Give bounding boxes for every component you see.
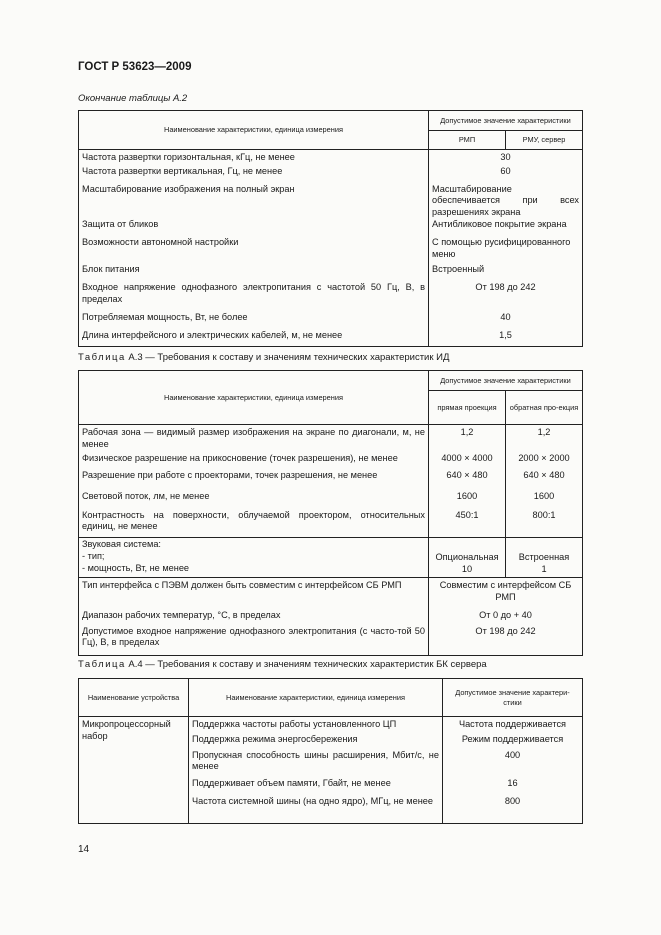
row-name: Световой поток, лм, не менее	[79, 491, 429, 510]
row-direct: 4000 × 4000	[429, 453, 506, 470]
caption-label: Таблица	[78, 659, 126, 670]
sound-power-label: - мощность, Вт, не менее	[82, 562, 190, 573]
caption-text: — Требования к составу и значениям технических характеристик БК сервера	[142, 659, 487, 670]
row-value: Режим поддерживается	[461, 733, 564, 744]
row-reverse: 1600	[533, 490, 555, 501]
row-name: Разрешение при работе с проекторами, точек разрешения, не менее	[79, 470, 429, 491]
table-a4	[78, 678, 583, 824]
table-row	[79, 470, 583, 491]
table-row-sound	[79, 538, 583, 578]
table-a2-caption: Окончание таблицы А.2	[78, 93, 188, 104]
row-value: От 198 до 242	[475, 625, 536, 636]
table-row	[79, 510, 583, 538]
row-direct: 450:1	[429, 510, 506, 538]
row-name: Потребляемая мощность, Вт, не более	[79, 312, 429, 330]
row-name: Возможности автономной настройки	[79, 237, 429, 264]
row-name: Контрастность на поверхности, облучаемой проектором, относительных единиц, не менее	[79, 510, 429, 538]
row-reverse: 1,2	[537, 427, 551, 437]
row-name: Входное напряжение однофазного электропитания с частотой 50 Гц, В, в пределах	[79, 282, 429, 312]
table-a2-col-rmp: РМП	[429, 131, 506, 150]
table-a2-col-rmu: РМУ, сервер	[506, 131, 583, 150]
row-name: Защита от бликов	[79, 219, 429, 237]
table-row	[79, 282, 583, 312]
table-a3-col-name: Наименование характеристики, единица измерения	[79, 371, 429, 425]
table-row	[79, 237, 583, 264]
table-row	[79, 453, 583, 470]
row-name: Физическое разрешение на прикосновение (точек разрешения), не менее	[79, 453, 429, 470]
caption-text: — Требования к составу и значениям технических характеристик ИД	[142, 352, 450, 363]
table-a2	[78, 110, 583, 347]
sound-reverse-type: Встроенная	[518, 552, 570, 563]
table-row	[79, 607, 583, 626]
row-reverse: 640 × 480	[523, 469, 565, 480]
row-value: 1,5	[499, 329, 512, 340]
table-a2-col-value: Допустимое значение характеристики	[429, 111, 583, 131]
row-value: Масштабирование обеспечивается при всех разрешениях экрана	[432, 183, 579, 218]
table-row	[79, 626, 583, 656]
row-name: Тип интерфейса с ПЭВМ должен быть совместим с интерфейсом СБ РМП	[79, 578, 429, 607]
table-a3-col-value: Допустимое значение характеристики	[429, 371, 583, 391]
sound-direct-cell	[429, 538, 506, 578]
row-reverse: 800:1	[532, 509, 556, 520]
row-name: Частота системной шины (на одно ядро), МГц, не менее	[189, 796, 443, 824]
table-a4-col-value: Допустимое значение характери-стики	[443, 679, 583, 717]
row-name: Пропускная способность шины расширения, Мбит/с, не менее	[189, 750, 443, 778]
row-direct: 1600	[429, 491, 506, 510]
row-name: Диапазон рабочих температур, °С, в пределах	[79, 607, 429, 626]
row-name: Поддержка режима энергосбережения	[189, 734, 443, 750]
sound-type-label: - тип;	[82, 550, 105, 561]
table-row	[79, 578, 583, 607]
caption-number: А.4	[125, 659, 143, 670]
device-name: Микропроцессорный набор	[79, 717, 189, 824]
row-value: 800	[504, 795, 521, 806]
sound-direct-power: 10	[461, 564, 473, 575]
row-value: 40	[500, 311, 511, 322]
row-direct: 1,2	[429, 425, 506, 453]
row-name: Частота развертки вертикальная, Гц, не менее	[79, 166, 429, 184]
row-value: 30	[500, 152, 511, 162]
sound-direct-type: Опциональная	[435, 552, 499, 563]
table-row	[79, 264, 583, 282]
row-name: Рабочая зона — видимый размер изображения на экране по диагонали, м, не менее	[79, 425, 429, 453]
sound-reverse-power: 1	[541, 564, 547, 575]
sound-system-cell	[79, 538, 429, 578]
row-name: Масштабирование изображения на полный экран	[79, 184, 429, 219]
sound-reverse-cell	[506, 538, 583, 578]
row-value: Антибликовое покрытие экрана	[432, 218, 567, 229]
table-row	[79, 184, 583, 219]
row-name: Частота развертки горизонтальная, кГц, не менее	[79, 150, 429, 166]
row-direct: 640 × 480	[429, 470, 506, 491]
row-name: Длина интерфейсного и электрических кабелей, м, не менее	[79, 330, 429, 347]
table-a3-col-reverse: обратная про-екция	[506, 391, 583, 425]
sound-title: Звуковая система:	[82, 539, 161, 549]
row-name: Поддерживает объем памяти, Гбайт, не менее	[189, 778, 443, 796]
table-row	[79, 219, 583, 237]
caption-number: А.3	[125, 352, 143, 363]
row-value: 60	[500, 165, 511, 176]
table-a3-col-direct: прямая проекция	[429, 391, 506, 425]
row-value: От 0 до + 40	[479, 609, 532, 620]
row-name: Блок питания	[79, 264, 429, 282]
table-a3-caption	[78, 352, 449, 363]
row-value: 400	[504, 749, 521, 760]
row-value: Совместим с интерфейсом СБ РМП	[429, 578, 583, 607]
table-a4-col-name: Наименование характеристики, единица измерения	[189, 679, 443, 717]
table-row	[79, 166, 583, 184]
document-header: ГОСТ Р 53623—2009	[78, 61, 192, 73]
table-row	[79, 717, 583, 734]
table-row	[79, 312, 583, 330]
row-value: 16	[507, 777, 518, 788]
row-value: От 198 до 242	[475, 281, 536, 292]
caption-label: Таблица	[78, 352, 126, 363]
table-a3	[78, 370, 583, 656]
table-a4-caption	[78, 659, 487, 670]
row-value: Встроенный	[432, 263, 485, 274]
row-name: Поддержка частоты работы установленного ЦП	[189, 717, 443, 734]
table-row	[79, 491, 583, 510]
table-row	[79, 425, 583, 453]
table-row	[79, 150, 583, 166]
table-row	[79, 330, 583, 347]
row-value: Частота поддерживается	[458, 719, 567, 729]
table-a4-col-device: Наименование устройства	[79, 679, 189, 717]
row-value: С помощью русифицированного меню	[432, 236, 571, 259]
table-a2-col-name: Наименование характеристики, единица измерения	[79, 111, 429, 150]
page-number: 14	[78, 844, 90, 855]
row-name: Допустимое входное напряжение однофазного электропитания (с часто-той 50 Гц), В, в пределах	[79, 626, 429, 656]
row-reverse: 2000 × 2000	[518, 452, 570, 463]
